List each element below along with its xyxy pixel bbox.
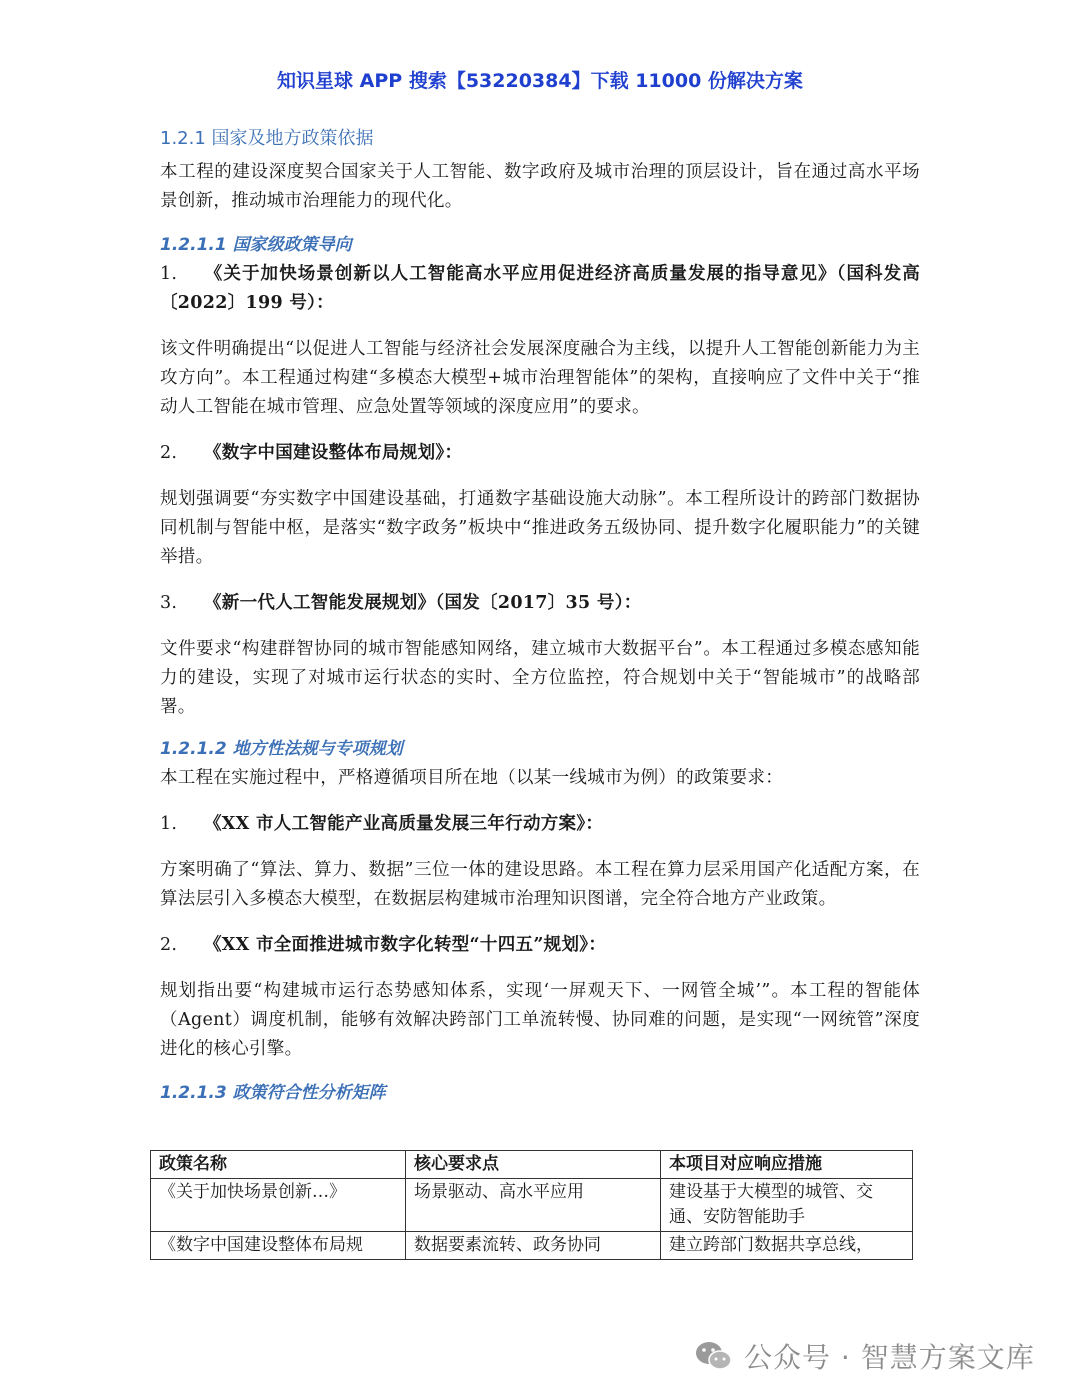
section-intro-paragraph: 本工程的建设深度契合国家关于人工智能、数字政府及城市治理的顶层设计，旨在通过高水平场景创新，推动城市治理能力的现代化。 xyxy=(160,162,920,211)
table-cell: 场景驱动、高水平应用 xyxy=(406,1179,661,1232)
section-heading-1-2-1-3: 1.2.1.3 政策符合性分析矩阵 xyxy=(160,1083,386,1103)
policy-item-title xyxy=(160,810,920,839)
table-cell: 《数字中国建设整体布局规 xyxy=(151,1232,406,1260)
item-number: 3. xyxy=(160,593,178,613)
item-number: 2. xyxy=(160,935,178,955)
policy-item-body: 该文件明确提出“以促进人工智能与经济社会发展深度融合为主线，以提升人工智能创新能力为主攻方向”。本工程通过构建“多模态大模型+城市治理智能体”的架构，直接响应了文件中关于“推动人工智能在城市管理、应急处置等领域的深度应用”的要求。 xyxy=(160,339,920,417)
section-heading-1-2-1-2: 1.2.1.2 地方性法规与专项规划 xyxy=(160,739,403,759)
main-content xyxy=(160,124,920,1108)
table-cell: 建立跨部门数据共享总线， xyxy=(661,1232,913,1260)
table-header-cell: 核心要求点 xyxy=(406,1151,661,1179)
item-number: 1. xyxy=(160,264,178,284)
policy-item-title xyxy=(160,439,920,468)
policy-item-body: 文件要求“构建群智协同的城市智能感知网络，建立城市大数据平台”。本工程通过多模态感知能力的建设，实现了对城市运行状态的实时、全方位监控，符合规划中关于“智能城市”的战略部署。 xyxy=(160,639,920,717)
table-cell: 《关于加快场景创新…》 xyxy=(151,1179,406,1232)
item-title-text: 《数字中国建设整体布局规划》： xyxy=(204,443,463,463)
table-cell: 建设基于大模型的城管、交通、安防智能助手 xyxy=(661,1179,913,1232)
item-number: 2. xyxy=(160,443,178,463)
watermark xyxy=(694,1336,1035,1376)
item-title-text: 《XX 市全面推进城市数字化转型“十四五”规划》： xyxy=(204,935,607,955)
wechat-icon xyxy=(694,1339,734,1373)
policy-item-body: 规划指出要“构建城市运行态势感知体系，实现‘一屏观天下、一网管全城’”。本工程的智能体（Agent）调度机制，能够有效解决跨部门工单流转慢、协同难的问题，是实现“一网统管”深度进化的核心引擎。 xyxy=(160,981,920,1059)
policy-item-title xyxy=(160,260,920,318)
policy-item-body: 方案明确了“算法、算力、数据”三位一体的建设思路。本工程在算力层采用国产化适配方案，在算法层引入多模态大模型，在数据层构建城市治理知识图谱，完全符合地方产业政策。 xyxy=(160,860,920,909)
table-row xyxy=(151,1179,913,1232)
policy-item-title xyxy=(160,589,920,618)
policy-compliance-table xyxy=(150,1150,913,1260)
promo-banner: 知识星球 APP 搜索【53220384】下载 11000 份解决方案 xyxy=(277,70,803,92)
policy-item-body: 规划强调要“夯实数字中国建设基础，打通数字基础设施大动脉”。本工程所设计的跨部门数据协同机制与智能中枢，是落实“数字政务”板块中“推进政务五级协同、提升数字化履职能力”的关键举措。 xyxy=(160,489,920,567)
item-title-text: 《关于加快场景创新以人工智能高水平应用促进经济高质量发展的指导意见》（国科发高〔2022〕199 号）： xyxy=(160,264,920,313)
item-title-text: 《XX 市人工智能产业高质量发展三年行动方案》： xyxy=(204,814,604,834)
table-header-cell: 政策名称 xyxy=(151,1151,406,1179)
table-header-cell: 本项目对应响应措施 xyxy=(661,1151,913,1179)
section-heading-1-2-1-1: 1.2.1.1 国家级政策导向 xyxy=(160,235,352,255)
section-intro-paragraph: 本工程在实施过程中，严格遵循项目所在地（以某一线城市为例）的政策要求： xyxy=(160,768,783,788)
table-header-row xyxy=(151,1151,913,1179)
policy-item-title xyxy=(160,931,920,960)
item-number: 1. xyxy=(160,814,178,834)
section-heading-1-2-1: 1.2.1 国家及地方政策依据 xyxy=(160,128,374,149)
watermark-text: 公众号 · 智慧方案文库 xyxy=(744,1341,1035,1374)
table-cell: 数据要素流转、政务协同 xyxy=(406,1232,661,1260)
item-title-text: 《新一代人工智能发展规划》（国发〔2017〕35 号）： xyxy=(204,593,642,613)
table-row xyxy=(151,1232,913,1260)
